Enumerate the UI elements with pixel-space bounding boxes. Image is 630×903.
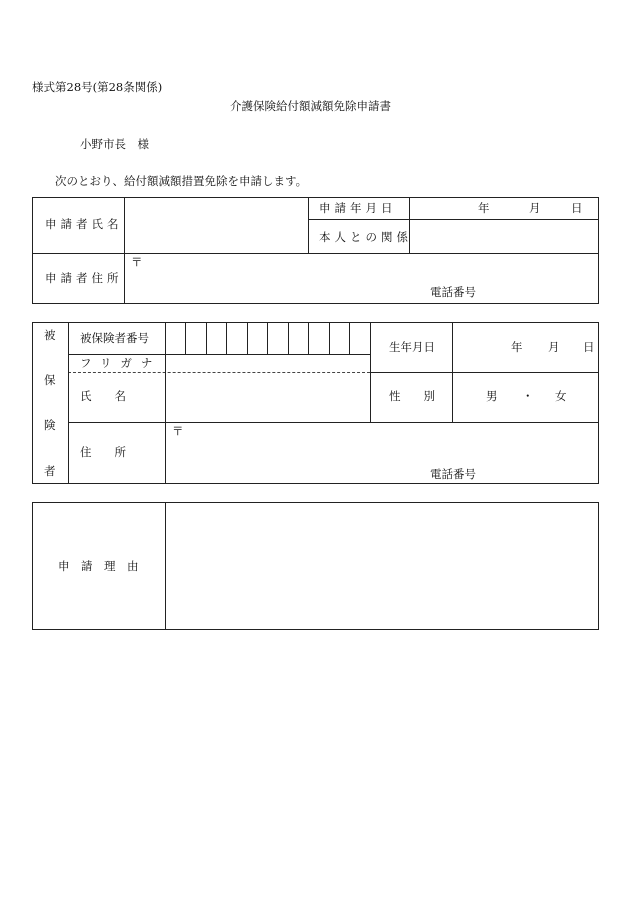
sex-label: 性 別 <box>389 389 435 403</box>
furigana-field[interactable] <box>166 355 370 372</box>
insured-side-label-4: 者 <box>44 464 56 478</box>
postal-mark: 〒 <box>131 255 143 269</box>
sex-separator: ・ <box>522 389 534 403</box>
applicant-address-label: 申請者住所 <box>45 271 123 285</box>
form-number: 様式第28号(第28条関係) <box>32 80 163 94</box>
phone-label: 電話番号 <box>430 285 476 299</box>
insured-postal-mark: 〒 <box>172 424 184 438</box>
applicant-address-field[interactable] <box>125 254 598 303</box>
insured-name-field[interactable] <box>166 373 370 422</box>
date-year-label: 年 <box>478 201 490 215</box>
reason-field[interactable] <box>166 503 598 629</box>
applicant-name-field[interactable] <box>125 198 308 253</box>
application-date-field[interactable] <box>410 198 598 219</box>
intro-text: 次のとおり、給付額減額措置免除を申請します。 <box>55 174 308 188</box>
sex-field[interactable] <box>453 373 598 422</box>
application-date-label: 申請年月日 <box>319 201 397 215</box>
insured-address-label: 住 所 <box>80 445 126 459</box>
relation-field[interactable] <box>410 220 598 253</box>
addressee: 小野市長 様 <box>80 137 149 151</box>
birth-day-label: 日 <box>583 340 595 354</box>
insured-number-field[interactable] <box>166 323 370 354</box>
sex-male-option[interactable]: 男 <box>486 389 498 403</box>
form-title: 介護保険給付額減額免除申請書 <box>230 99 391 113</box>
birth-year-label: 年 <box>511 340 523 354</box>
sex-female-option[interactable]: 女 <box>555 389 567 403</box>
insured-phone-label: 電話番号 <box>430 467 476 481</box>
insured-side-label-2: 保 <box>44 373 56 387</box>
insured-side-label-1: 被 <box>44 328 56 342</box>
insured-address-field[interactable] <box>166 423 598 483</box>
relation-label: 本人との関係 <box>319 230 412 244</box>
date-month-label: 月 <box>529 201 541 215</box>
birth-month-label: 月 <box>548 340 560 354</box>
insured-number-label: 被保険者番号 <box>80 331 149 345</box>
reason-label: 申 請 理 由 <box>58 559 139 573</box>
date-day-label: 日 <box>571 201 583 215</box>
applicant-name-label: 申請者氏名 <box>45 217 123 231</box>
birth-date-field[interactable] <box>453 323 598 372</box>
birth-date-label: 生年月日 <box>389 340 435 354</box>
insured-name-label: 氏 名 <box>80 389 126 403</box>
furigana-label: フリガナ <box>80 356 162 370</box>
insured-side-label-3: 険 <box>44 418 56 432</box>
